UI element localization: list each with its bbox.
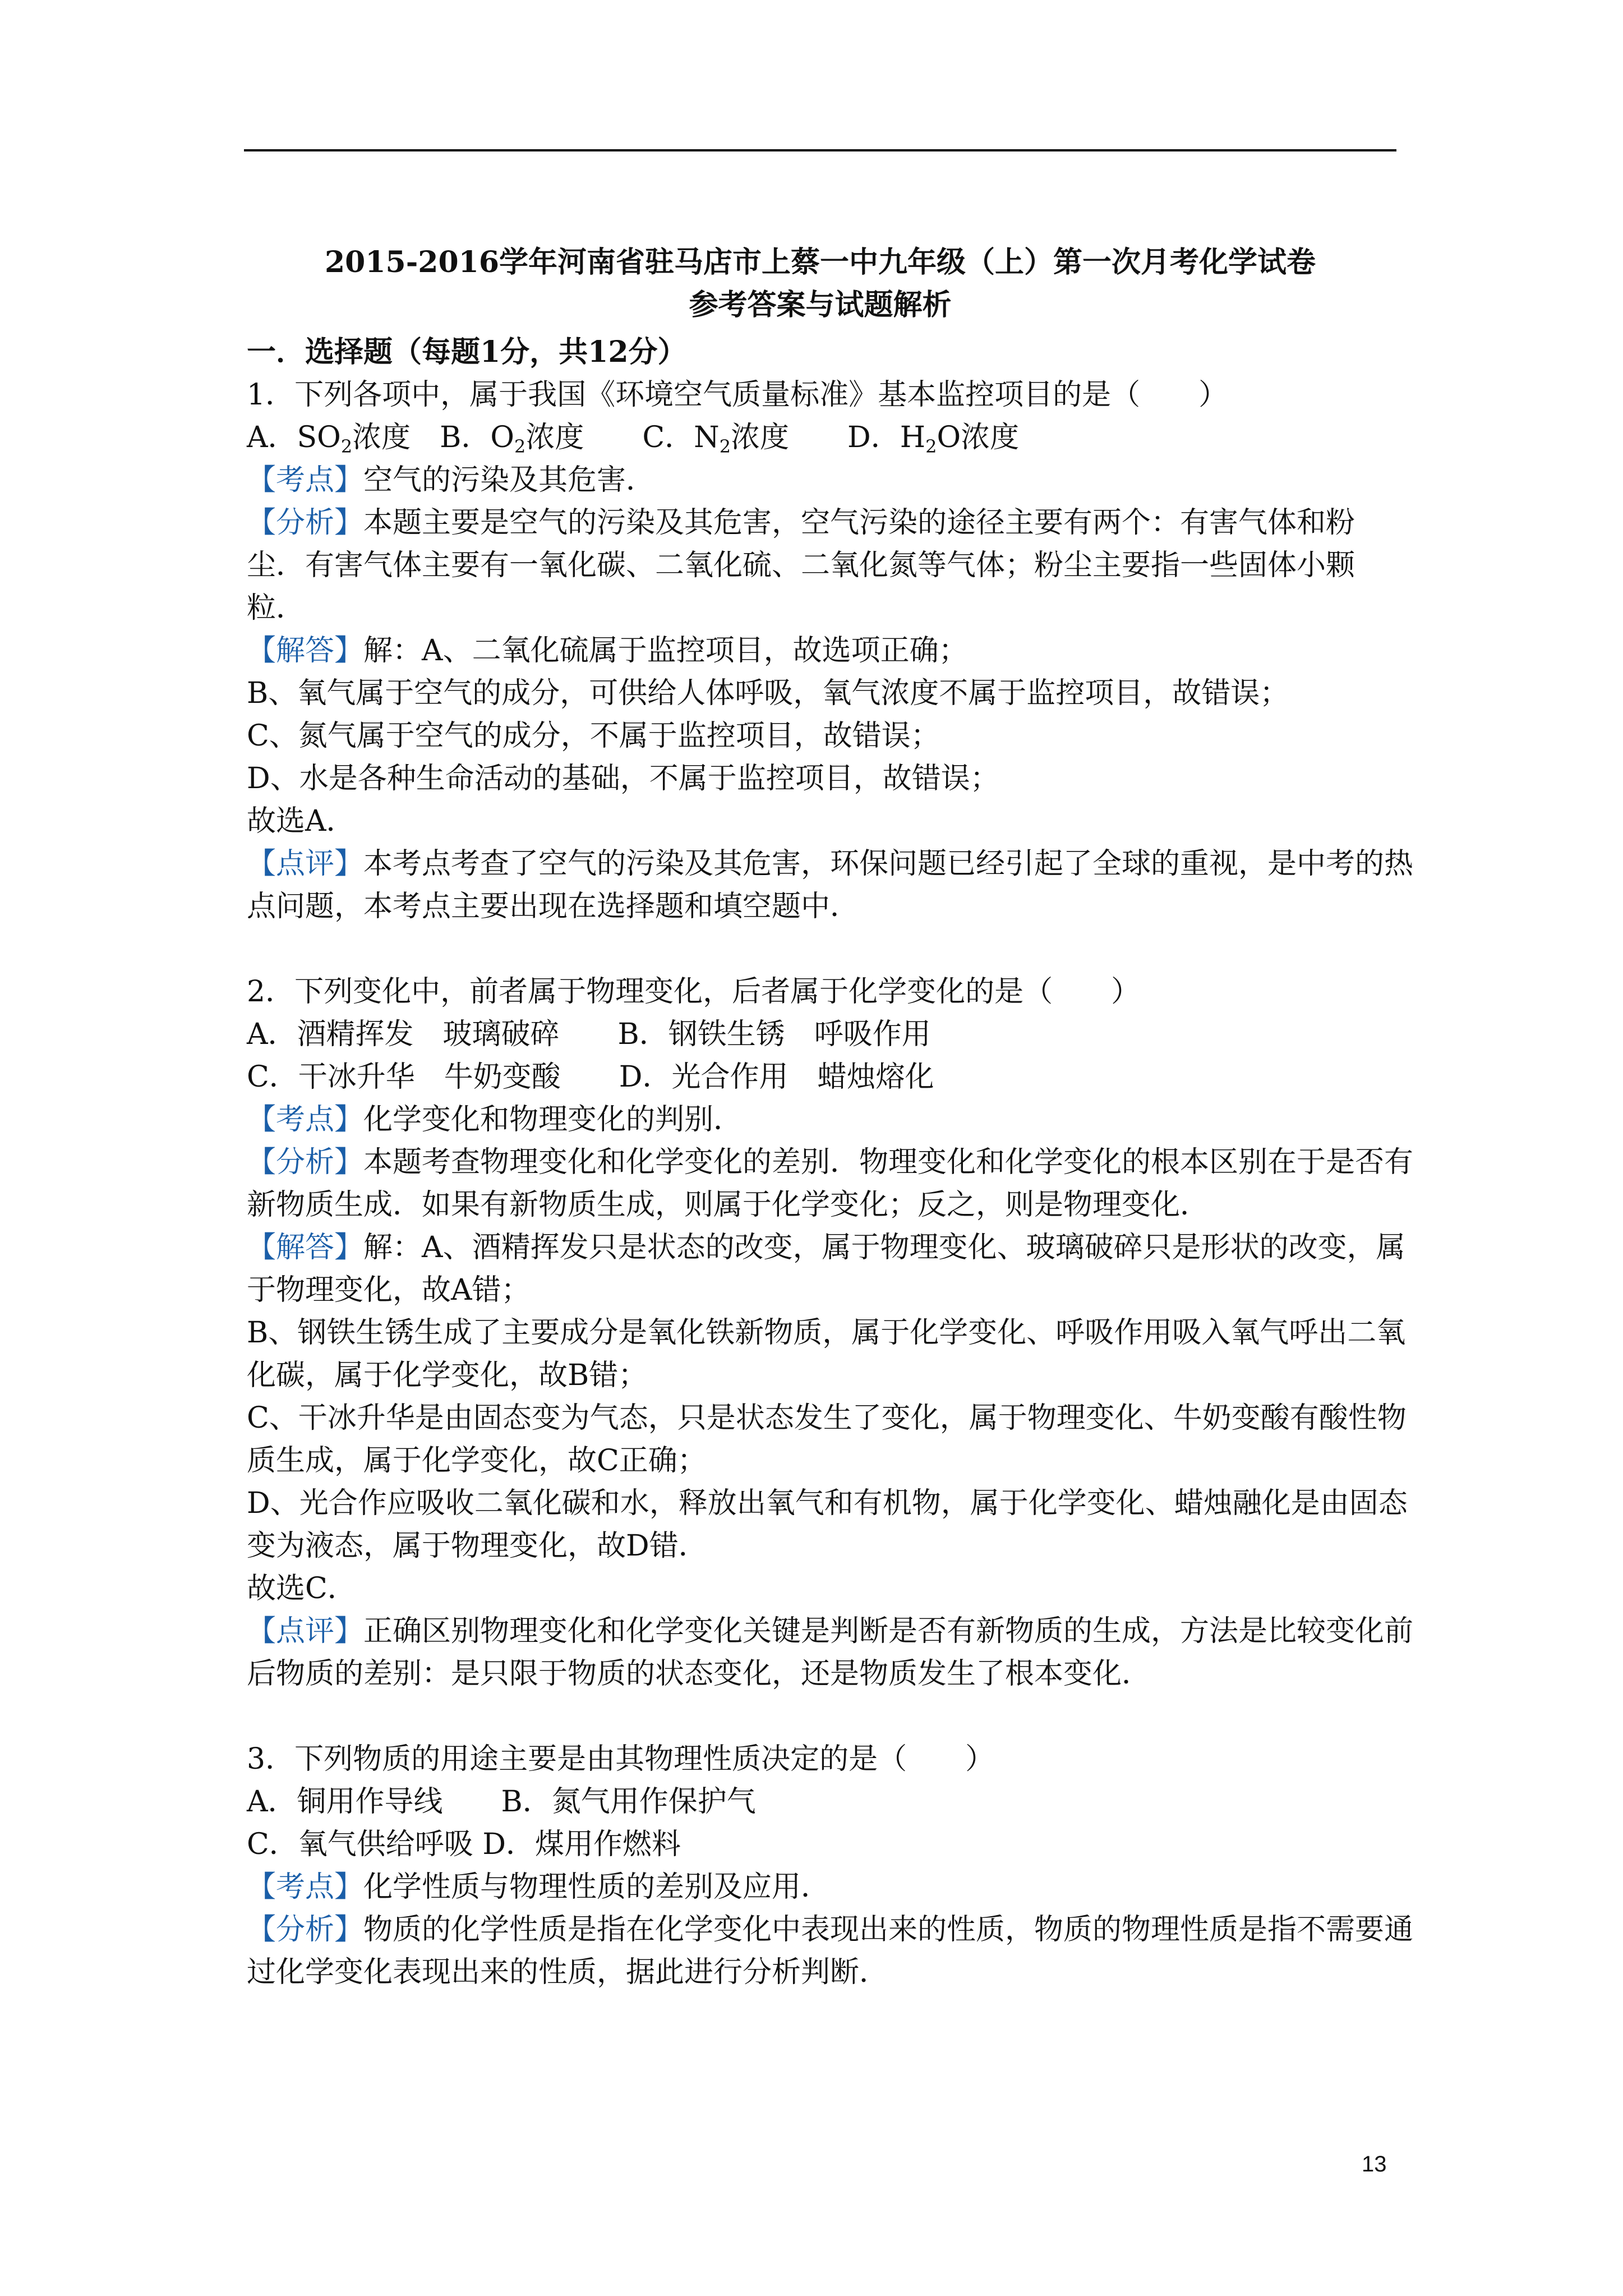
q3-stem: 3．下列物质的用途主要是由其物理性质决定的是（ ） [247,1742,995,1776]
header-rule [244,149,1396,151]
fenxi-label: 【分析】 [247,506,364,540]
q2-jieda-line: 于物理变化，故A错； [247,1273,531,1307]
q3-options-ab: A．铜用作导线 B．氮气用作保护气 [247,1785,756,1819]
q1-dianping [247,843,1414,885]
q1-option-d-end: O浓度 [937,421,1020,454]
q2-fenxi-text: 本题考查物理变化和化学变化的差别．物理变化和化学变化的根本区别在于是否有 [363,1145,1414,1179]
jieda-label: 【解答】 [247,1231,364,1264]
q1-jieda [247,629,1396,672]
subscript: 2 [340,436,353,457]
q1-fenxi-line: 粒． [247,591,306,625]
q1-stem: 1．下列各项中，属于我国《环境空气质量标准》基本监控项目的是（ ） [247,378,1228,412]
dianping-label: 【点评】 [247,847,364,881]
title-block [244,241,1396,326]
q2-jieda-line: B、钢铁生锈生成了主要成分是氧化铁新物质，属于化学变化、呼吸作用吸入氧气呼出二氧 [247,1316,1406,1350]
q2-jieda-line: D、光合作应吸收二氧化碳和水，释放出氧气和有机物，属于化学变化、蜡烛融化是由固态 [247,1487,1408,1520]
kaodian-label: 【考点】 [247,1103,364,1137]
q2-answer: 故选C． [247,1572,357,1605]
q2-jieda [247,1226,1405,1269]
q3-fenxi-line: 过化学变化表现出来的性质，据此进行分析判断． [247,1955,889,1989]
jieda-label: 【解答】 [247,634,364,668]
fenxi-label: 【分析】 [247,1145,364,1179]
q2-jieda-line: 质生成，属于化学变化，故C正确； [247,1444,707,1478]
kaodian-label: 【考点】 [247,463,364,497]
q1-answer: 故选A． [247,804,356,838]
q1-fenxi [247,501,1396,544]
q1-kaodian [247,459,1396,501]
exam-title: 2015-2016学年河南省驻马店市上蔡一中九年级（上）第一次月考化学试卷 [324,245,1316,279]
q2-fenxi [247,1141,1414,1184]
q2-options-ab: A．酒精挥发 玻璃破碎 B．钢铁生锈 呼吸作用 [247,1018,931,1051]
q1-fenxi-text: 本题主要是空气的污染及其危害，空气污染的途径主要有两个：有害气体和粉 [363,506,1355,540]
exam-subtitle: 参考答案与试题解析 [689,288,952,322]
q2-jieda-line: 变为液态，属于物理变化，故D错． [247,1529,708,1563]
q1-jieda-text: 解：A、二氧化硫属于监控项目，故选项正确； [363,634,968,668]
q1-option-d: 浓度 D．H [731,421,926,454]
section-heading: 一．选择题（每题1分，共12分） [247,335,687,369]
q1-option-b: 浓度 B．O [352,421,515,454]
q2-jieda-text: 解：A、酒精挥发只是状态的改变，属于物理变化、玻璃破碎只是形状的改变，属 [363,1231,1405,1264]
q2-jieda-line: C、干冰升华是由固态变为气态，只是状态发生了变化，属于物理变化、牛奶变酸有酸性物 [247,1401,1407,1435]
q2-kaodian-text: 化学变化和物理变化的判别． [363,1103,743,1137]
q1-jieda-line: B、氧气属于空气的成分，可供给人体呼吸，氧气浓度不属于监控项目，故错误； [247,677,1289,710]
q3-kaodian-text: 化学性质与物理性质的差别及应用． [363,1870,831,1904]
q3-options-cd: C．氧气供给呼吸 D．煤用作燃料 [247,1828,681,1861]
subscript: 2 [925,436,937,457]
spacer [247,1695,1396,1738]
q2-dianping [247,1610,1414,1653]
page-number: 13 [1362,2152,1387,2177]
q2-kaodian [247,1098,1396,1141]
q1-option-c: 浓度 C．N [525,421,720,454]
q2-dianping-text: 正确区别物理变化和化学变化关键是判断是否有新物质的生成，方法是比较变化前 [363,1614,1414,1648]
q2-fenxi-line: 新物质生成．如果有新物质生成，则属于化学变化；反之，则是物理变化． [247,1188,1210,1222]
q2-options-cd: C．干冰升华 牛奶变酸 D．光合作用 蜡烛熔化 [247,1060,934,1094]
q3-kaodian [247,1866,1396,1908]
q1-dianping-text: 本考点考查了空气的污染及其危害，环保问题已经引起了全球的重视，是中考的热 [363,847,1414,881]
document-body [247,331,1414,1994]
q1-jieda-line: C、氮气属于空气的成分，不属于监控项目，故错误； [247,719,940,753]
q1-dianping-line: 点问题，本考点主要出现在选择题和填空题中． [247,890,860,923]
q2-jieda-line: 化碳，属于化学变化，故B错； [247,1359,648,1392]
spacer [247,928,1396,970]
q3-fenxi-text: 物质的化学性质是指在化学变化中表现出来的性质，物质的物理性质是指不需要通 [363,1913,1414,1947]
q3-fenxi [247,1908,1414,1951]
q2-dianping-line: 后物质的差别：是只限于物质的状态变化，还是物质发生了根本变化． [247,1657,1151,1691]
q1-jieda-line: D、水是各种生命活动的基础，不属于监控项目，故错误； [247,762,999,795]
subscript: 2 [719,436,731,457]
dianping-label: 【点评】 [247,1614,364,1648]
q1-option-a: A．SO [247,421,341,454]
q1-kaodian-text: 空气的污染及其危害． [363,463,656,497]
subscript: 2 [514,436,526,457]
q1-options [247,416,1396,459]
q2-stem: 2．下列变化中，前者属于物理变化，后者属于化学变化的是（ ） [247,975,1141,1009]
kaodian-label: 【考点】 [247,1870,364,1904]
q1-fenxi-line: 尘．有害气体主要有一氧化碳、二氧化硫、二氧化氮等气体；粉尘主要指一些固体小颗 [247,549,1355,582]
fenxi-label: 【分析】 [247,1913,364,1947]
